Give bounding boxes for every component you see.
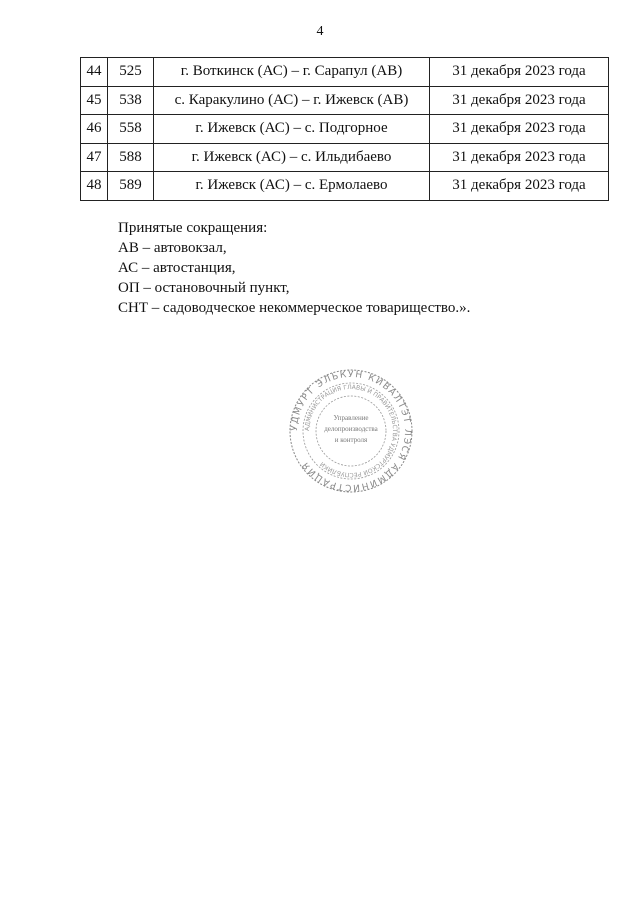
row-number-cell: 44: [81, 58, 108, 87]
route-number-cell: 538: [108, 86, 154, 115]
table-row: [81, 143, 609, 172]
routes-table: [80, 57, 609, 201]
route-name-cell: г. Ижевск (АС) – с. Ермолаево: [154, 172, 430, 201]
row-number-cell: 48: [81, 172, 108, 201]
stamp-center-line: и контроля: [334, 436, 368, 444]
route-name-cell: г. Ижевск (АС) – с. Подгорное: [154, 115, 430, 144]
table-row: [81, 58, 609, 87]
route-number-cell: 588: [108, 143, 154, 172]
abbreviation-item: ОП – остановочный пункт,: [118, 280, 290, 296]
stamp-center-line: делопроизводства: [324, 425, 378, 433]
abbreviation-item: СНТ – садоводческое некоммерческое товарищество.».: [118, 300, 471, 316]
route-name-cell: г. Ижевск (АС) – с. Ильдибаево: [154, 143, 430, 172]
page-number: 4: [316, 24, 324, 39]
route-name-cell: с. Каракулино (АС) – г. Ижевск (АВ): [154, 86, 430, 115]
official-stamp: [288, 368, 414, 494]
stamp-outer-text: УДМУРТ ЭЛЬКУН КИВАЛТЭТ ЛЭСЯ АДМИНИСТРАЦИЯ: [289, 369, 413, 493]
stamp-inner-text: АДМИНИСТРАЦИЯ ГЛАВЫ И ПРАВИТЕЛЬСТВА УДМУРТСКОЙ РЕСПУБЛИКИ: [303, 383, 399, 479]
end-date-cell: 31 декабря 2023 года: [430, 143, 609, 172]
end-date-cell: 31 декабря 2023 года: [430, 172, 609, 201]
route-name-cell: г. Воткинск (АС) – г. Сарапул (АВ): [154, 58, 430, 87]
table-row: [81, 115, 609, 144]
row-number-cell: 47: [81, 143, 108, 172]
route-number-cell: 525: [108, 58, 154, 87]
table-row: [81, 86, 609, 115]
abbreviations-heading: Принятые сокращения:: [118, 220, 268, 236]
end-date-cell: 31 декабря 2023 года: [430, 86, 609, 115]
abbreviation-item: АВ – автовокзал,: [118, 240, 227, 256]
table-row: [81, 172, 609, 201]
end-date-cell: 31 декабря 2023 года: [430, 115, 609, 144]
abbreviation-item: АС – автостанция,: [118, 260, 236, 276]
row-number-cell: 45: [81, 86, 108, 115]
abbreviations-block: [118, 218, 470, 318]
end-date-cell: 31 декабря 2023 года: [430, 58, 609, 87]
route-number-cell: 589: [108, 172, 154, 201]
route-number-cell: 558: [108, 115, 154, 144]
stamp-center-line: Управление: [333, 414, 369, 422]
row-number-cell: 46: [81, 115, 108, 144]
